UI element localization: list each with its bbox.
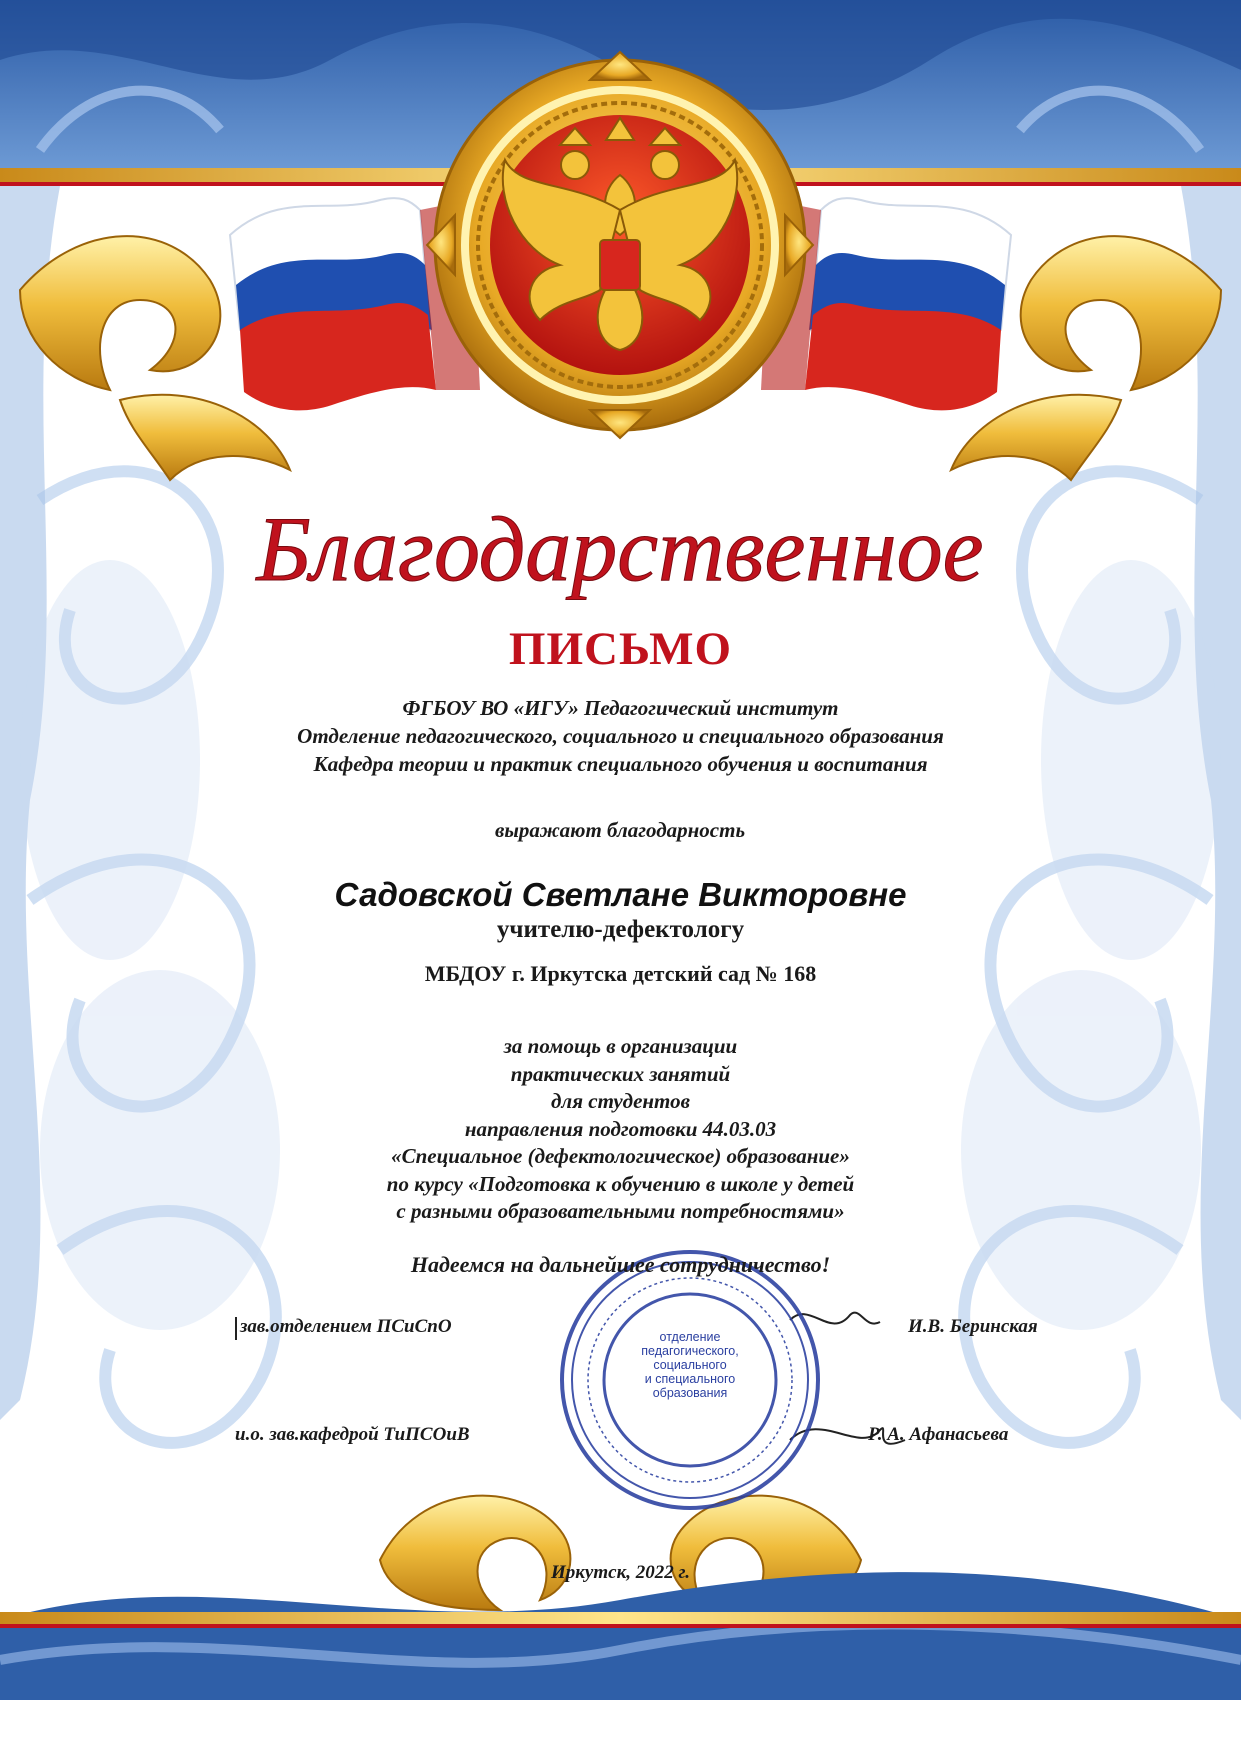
stamp-line: образования [652, 1386, 728, 1400]
stamp-line: отделение [659, 1330, 721, 1344]
recipient-position: учителю-дефектологу [496, 916, 745, 943]
stamp-line: социального [653, 1358, 727, 1372]
reason-line: практических занятий [510, 1061, 731, 1086]
reason-block [0, 1033, 1241, 1226]
signature-name-1: И.В. Беринская [908, 1316, 1038, 1337]
reason-line: направления подготовки 44.03.03 [464, 1116, 777, 1141]
signature-name-2: Р. А. Афанасьева [868, 1424, 1009, 1445]
reason-line: «Специальное (дефектологическое) образование» [391, 1144, 850, 1168]
reason-line: за помощь в организации [503, 1034, 738, 1058]
expression-text: выражают благодарность [494, 818, 746, 842]
reason-line: для студентов [551, 1089, 690, 1113]
reason-line: по курсу «Подготовка к обучению в школе у детей [386, 1171, 855, 1196]
institution-block [0, 694, 1241, 778]
place-date: Иркутск, 2022 г. [551, 1562, 690, 1583]
title-script-text: Благодарственное [256, 498, 984, 600]
title-subtitle: ПИСЬМО [508, 623, 733, 675]
institution-line: ФГБОУ ВО «ИГУ» Педагогический институт [402, 696, 839, 720]
stamp-text [630, 1330, 750, 1400]
closing-text: Надеемся на дальнейшее сотрудничество! [410, 1252, 831, 1277]
signature-role-1: зав.отделением ПСиСпО [240, 1316, 452, 1337]
recipient-org: МБДОУ г. Иркутска детский сад № 168 [424, 961, 817, 986]
institution-line: Кафедра теории и практик специального обучения и воспитания [313, 752, 928, 776]
recipient-name: Садовской Светлане Викторовне [334, 876, 907, 913]
stamp-line: и специального [644, 1372, 736, 1386]
stamp-line: педагогического, [641, 1344, 739, 1358]
title-script [0, 470, 1241, 620]
signature-role-2: и.о. зав.кафедрой ТиПСОиВ [235, 1424, 470, 1445]
institution-line: Отделение педагогического, социального и специального образования [297, 724, 944, 748]
reason-line: с разными образовательными потребностями» [396, 1199, 845, 1223]
